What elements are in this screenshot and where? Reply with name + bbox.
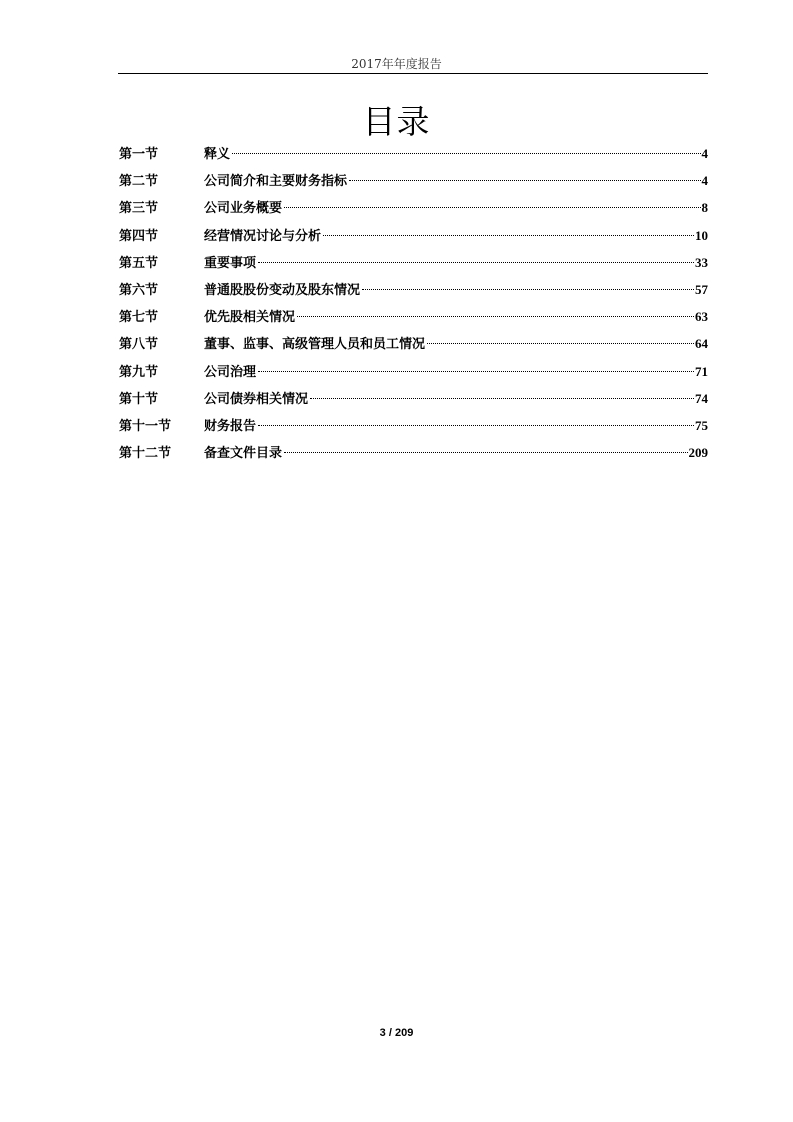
dot-leader: [297, 316, 694, 317]
running-header: 2017年年度报告: [351, 57, 442, 71]
toc-section-number: 第八节: [119, 337, 159, 353]
toc-page-number: 10: [695, 227, 708, 243]
toc-entry-3[interactable]: [119, 194, 708, 221]
toc-section-number: 第二节: [119, 174, 159, 190]
toc-section-title: 公司债券相关情况: [204, 391, 309, 407]
dot-leader: [284, 207, 700, 208]
dot-leader: [258, 425, 694, 426]
toc-entry-5[interactable]: [119, 249, 708, 276]
toc-entry-7[interactable]: [119, 303, 708, 330]
toc-list: [119, 140, 708, 466]
toc-section-title: 经营情况讨论与分析: [204, 228, 322, 244]
toc-section-title: 备查文件目录: [204, 446, 283, 462]
toc-section-title: 释义: [204, 147, 231, 162]
dot-leader: [258, 262, 694, 263]
toc-page-number: 4: [701, 173, 708, 189]
dot-leader: [427, 343, 694, 344]
toc-section-number: 第三节: [119, 201, 159, 217]
toc-section-title: 优先股相关情况: [204, 310, 296, 326]
toc-entry-4[interactable]: [119, 222, 708, 249]
toc-section-title: 财务报告: [204, 418, 257, 434]
toc-page-number: 4: [701, 146, 708, 161]
toc-section-number: 第十节: [119, 391, 159, 407]
toc-section-title: 普通股股份变动及股东情况: [204, 282, 361, 298]
toc-section-title: 公司治理: [204, 364, 257, 380]
toc-section-number: 第五节: [119, 255, 159, 271]
dot-leader: [232, 153, 700, 154]
toc-page-number: 33: [695, 254, 708, 270]
toc-entry-8[interactable]: [119, 330, 708, 357]
toc-page-number: 64: [695, 336, 708, 352]
toc-section-title: 公司业务概要: [204, 201, 283, 217]
toc-section-number: 第四节: [119, 228, 159, 244]
dot-leader: [349, 180, 700, 181]
toc-section-number: 第一节: [119, 147, 159, 162]
toc-page-number: 63: [695, 309, 708, 325]
toc-page-number: 8: [701, 200, 708, 216]
dot-leader: [323, 235, 694, 236]
dot-leader: [258, 371, 694, 372]
toc-section-number: 第十二节: [119, 446, 172, 462]
toc-page-number: 57: [695, 281, 708, 297]
toc-entry-12[interactable]: [119, 439, 708, 466]
header-divider: [118, 73, 708, 74]
toc-entry-2[interactable]: [119, 167, 708, 194]
dot-leader: [310, 398, 694, 399]
toc-section-title: 公司简介和主要财务指标: [204, 174, 348, 190]
toc-page-number: 75: [695, 417, 708, 433]
dot-leader: [362, 289, 694, 290]
toc-section-number: 第十一节: [119, 418, 172, 434]
toc-entry-6[interactable]: [119, 276, 708, 303]
toc-page-number: 74: [695, 390, 708, 406]
toc-page-number: 209: [688, 445, 708, 461]
toc-entry-9[interactable]: [119, 358, 708, 385]
toc-section-number: 第七节: [119, 310, 159, 326]
toc-entry-10[interactable]: [119, 385, 708, 412]
toc-entry-1[interactable]: [119, 140, 708, 167]
toc-section-number: 第九节: [119, 364, 159, 380]
toc-section-title: 董事、监事、高级管理人员和员工情况: [204, 337, 426, 353]
toc-title: 目录: [362, 102, 431, 141]
toc-section-number: 第六节: [119, 282, 159, 298]
page-number-footer: 3 / 209: [379, 1027, 414, 1039]
toc-section-title: 重要事项: [204, 255, 257, 271]
toc-entry-11[interactable]: [119, 412, 708, 439]
toc-page-number: 71: [695, 363, 708, 379]
dot-leader: [284, 452, 687, 453]
